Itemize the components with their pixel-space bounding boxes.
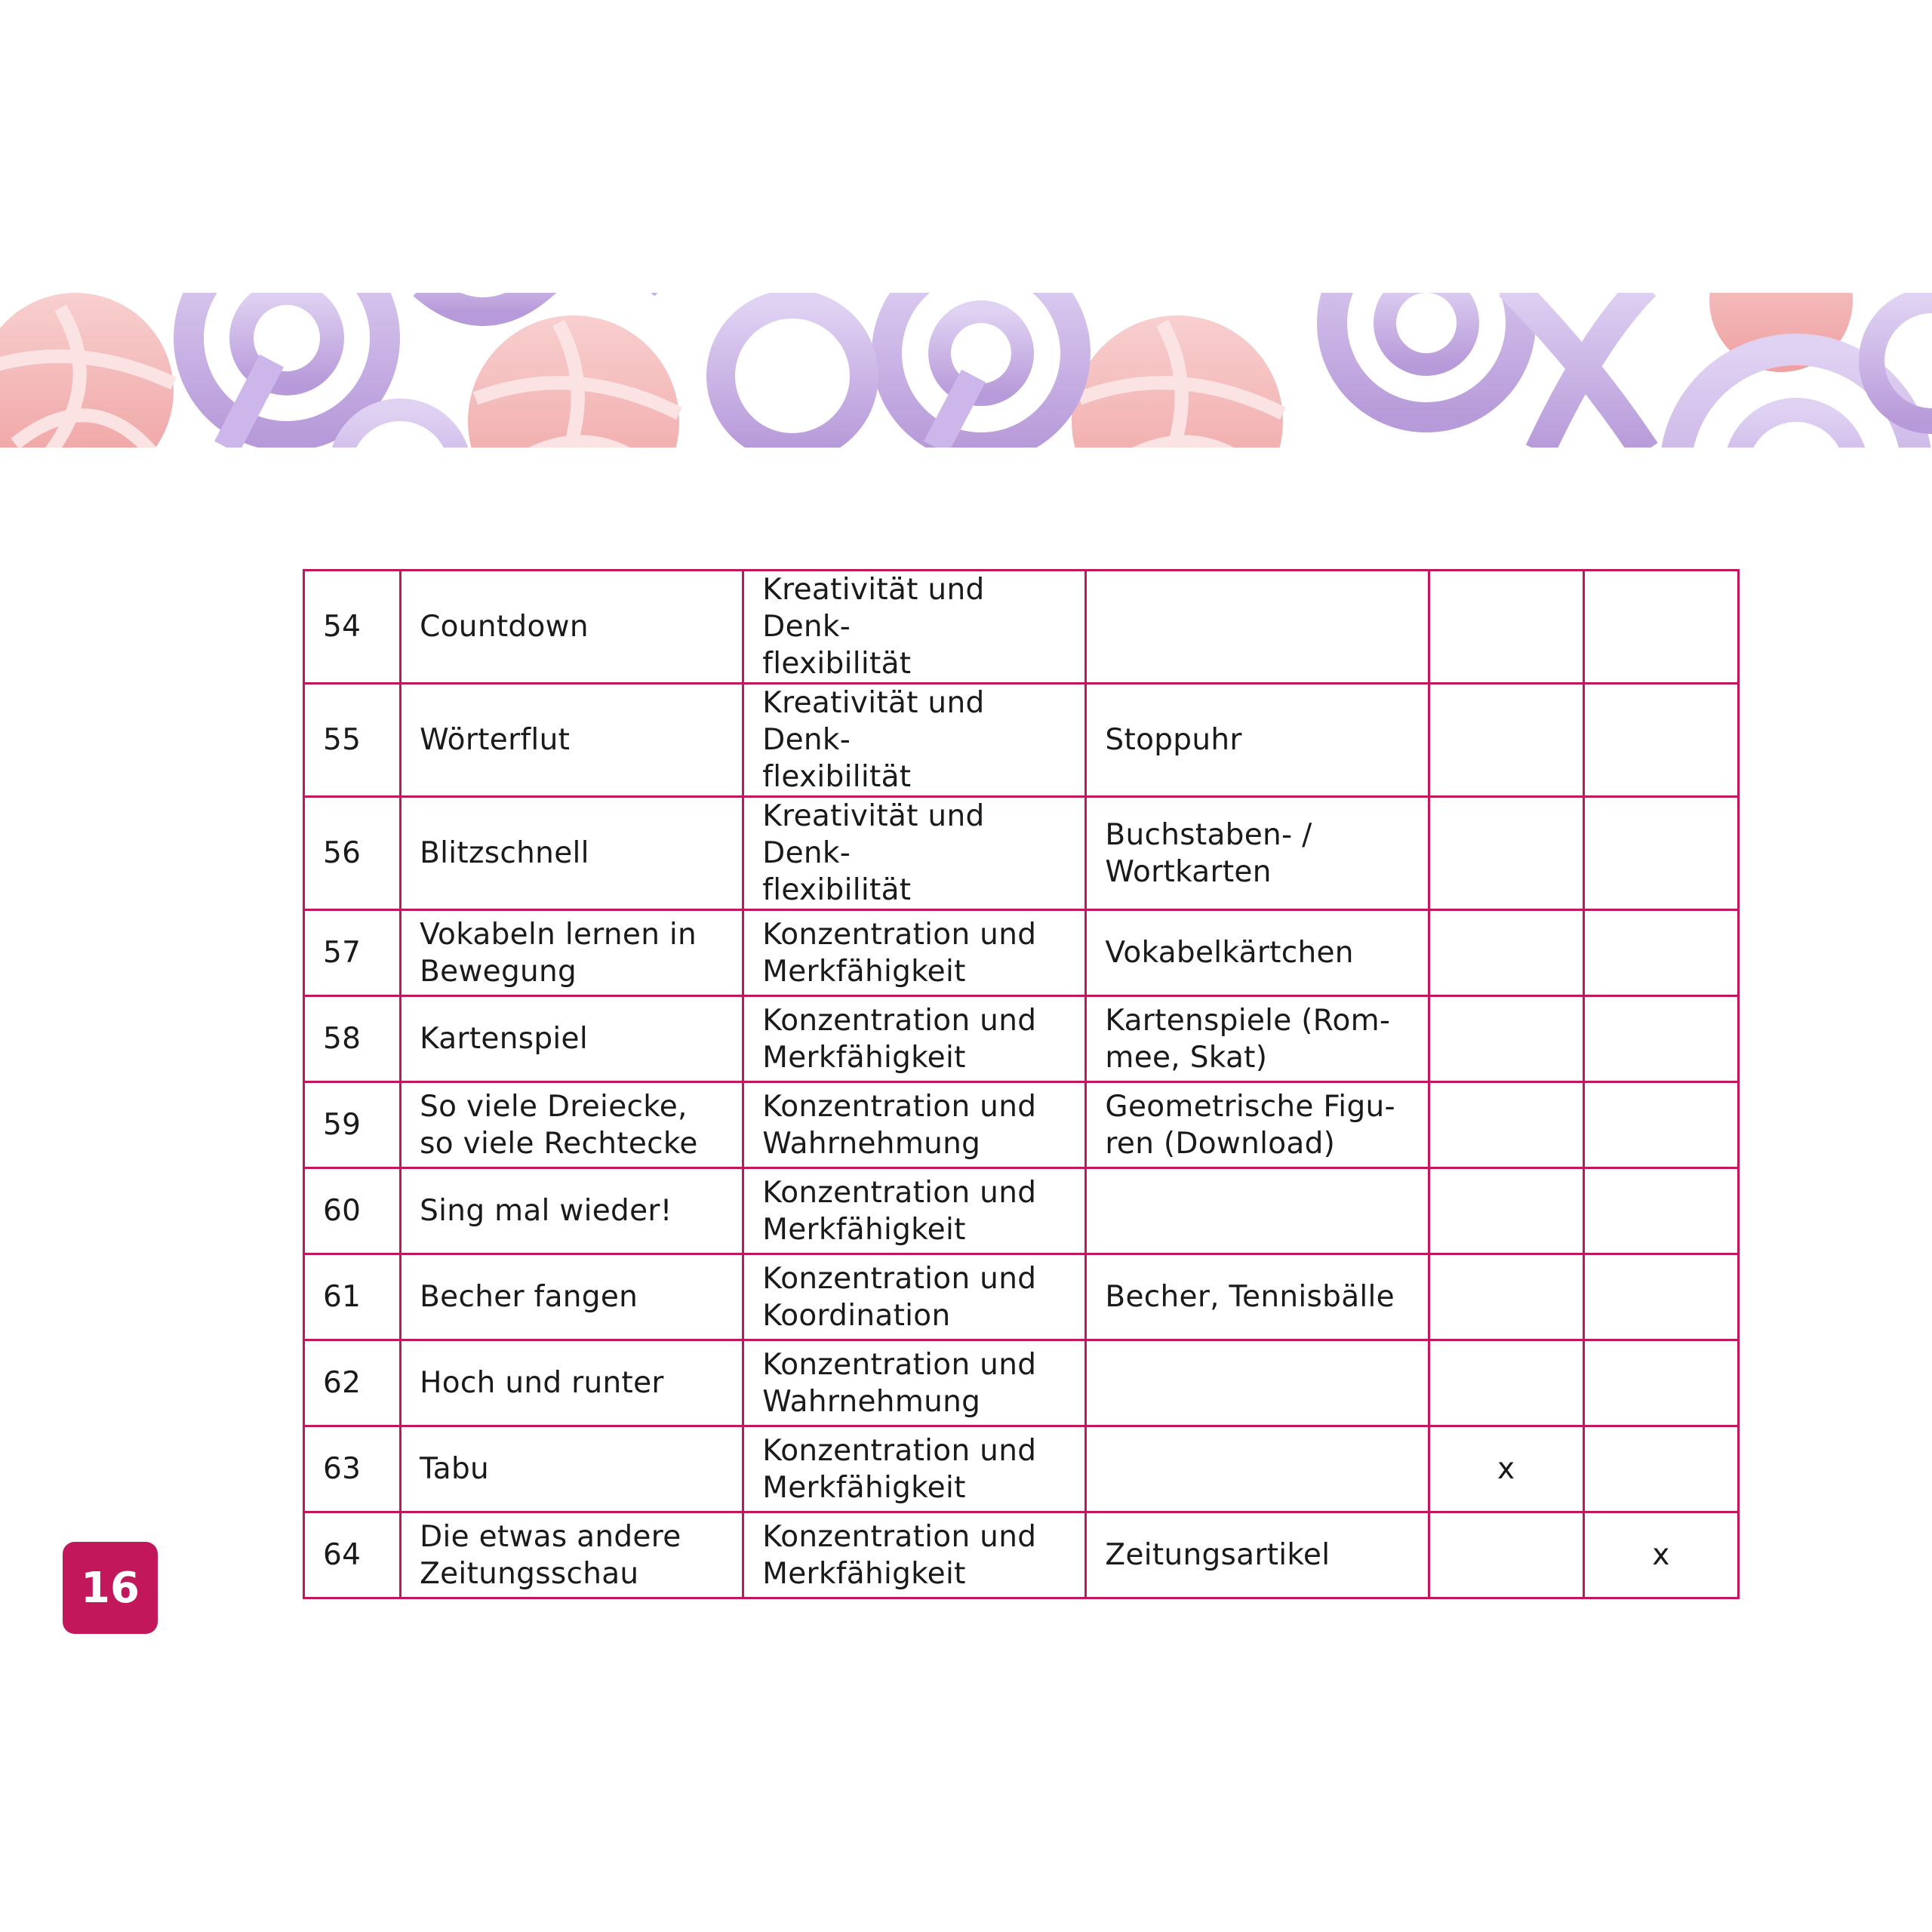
cell-mark-2 <box>1583 1168 1738 1254</box>
activity-table-body <box>304 571 1739 1598</box>
cell-material: Kartenspiele (Rom- mee, Skat) <box>1086 996 1429 1082</box>
ribbon-loop-icon <box>423 293 664 312</box>
table-row <box>304 684 1739 797</box>
cell-mark-1 <box>1429 1254 1583 1340</box>
target-icon <box>1332 293 1521 417</box>
page-number-badge: 16 <box>63 1542 158 1634</box>
volleyball-icon <box>468 315 679 448</box>
table-row <box>304 797 1739 910</box>
cell-number: 56 <box>304 797 401 910</box>
ribbon-loop-icon <box>1509 293 1645 448</box>
cell-mark-2 <box>1583 684 1738 797</box>
cell-title: Vokabeln lernen in Bewegung <box>401 910 743 996</box>
cell-material: Geometrische Figu- ren (Download) <box>1086 1082 1429 1168</box>
ring-icon <box>721 304 864 448</box>
cell-number: 60 <box>304 1168 401 1254</box>
cell-title: Becher fangen <box>401 1254 743 1340</box>
cell-title: Sing mal wieder! <box>401 1168 743 1254</box>
cell-material: Stoppuhr <box>1086 684 1429 797</box>
table-row <box>304 571 1739 684</box>
cell-category: Konzentration und Merkfähigkeit <box>743 1512 1086 1598</box>
table-row <box>304 1168 1739 1254</box>
cell-number: 59 <box>304 1082 401 1168</box>
ring-icon <box>1872 300 1932 421</box>
cell-material: Becher, Tennisbälle <box>1086 1254 1429 1340</box>
cell-title: Die etwas andere Zeitungsschau <box>401 1512 743 1598</box>
cell-mark-1 <box>1429 1340 1583 1426</box>
cell-number: 63 <box>304 1426 401 1512</box>
cell-category: Konzentration und Merkfähigkeit <box>743 910 1086 996</box>
cell-category: Kreativität und Denk- flexibilität <box>743 797 1086 910</box>
table-row <box>304 1512 1739 1598</box>
cell-number: 62 <box>304 1340 401 1426</box>
cell-number: 64 <box>304 1512 401 1598</box>
banner-pattern <box>0 293 1932 448</box>
cell-mark-1 <box>1429 571 1583 684</box>
cell-mark-1 <box>1429 996 1583 1082</box>
cell-number: 54 <box>304 571 401 684</box>
table-row <box>304 996 1739 1082</box>
cell-material: Zeitungsartikel <box>1086 1512 1429 1598</box>
cell-material <box>1086 571 1429 684</box>
cell-category: Konzentration und Merkfähigkeit <box>743 996 1086 1082</box>
cell-mark-1 <box>1429 1168 1583 1254</box>
table-row <box>304 910 1739 996</box>
table-row <box>304 1254 1739 1340</box>
cell-mark-1 <box>1429 1082 1583 1168</box>
cell-number: 58 <box>304 996 401 1082</box>
cell-material <box>1086 1426 1429 1512</box>
cell-category: Kreativität und Denk- flexibilität <box>743 684 1086 797</box>
cell-mark-2 <box>1583 910 1738 996</box>
cell-mark-2 <box>1583 797 1738 910</box>
cell-mark-1 <box>1429 1512 1583 1598</box>
volleyball-icon <box>1072 315 1283 448</box>
table-row <box>304 1340 1739 1426</box>
cell-title: Wörterflut <box>401 684 743 797</box>
cell-title: Tabu <box>401 1426 743 1512</box>
activity-table-wrapper <box>303 569 1740 1599</box>
activity-table <box>303 569 1740 1599</box>
cell-mark-2 <box>1583 1254 1738 1340</box>
cell-number: 57 <box>304 910 401 996</box>
decorative-banner <box>0 293 1932 448</box>
cell-category: Konzentration und Merkfähigkeit <box>743 1426 1086 1512</box>
volleyball-icon <box>0 293 174 448</box>
cell-mark-2 <box>1583 1082 1738 1168</box>
cell-category: Konzentration und Merkfähigkeit <box>743 1168 1086 1254</box>
cell-title: Hoch und runter <box>401 1340 743 1426</box>
cell-number: 55 <box>304 684 401 797</box>
cell-category: Konzentration und Koordination <box>743 1254 1086 1340</box>
cell-title: Countdown <box>401 571 743 684</box>
cell-material <box>1086 1340 1429 1426</box>
cell-title: Kartenspiel <box>401 996 743 1082</box>
cell-title: So viele Dreiecke, so viele Rechtecke <box>401 1082 743 1168</box>
table-row <box>304 1082 1739 1168</box>
cell-mark-2 <box>1583 1340 1738 1426</box>
cell-mark-1: x <box>1429 1426 1583 1512</box>
cell-mark-2 <box>1583 571 1738 684</box>
table-row <box>304 1426 1739 1512</box>
cell-mark-1 <box>1429 797 1583 910</box>
cell-material <box>1086 1168 1429 1254</box>
cell-material: Buchstaben- / Wortkarten <box>1086 797 1429 910</box>
cell-mark-1 <box>1429 910 1583 996</box>
cell-mark-2 <box>1583 1426 1738 1512</box>
cell-mark-2 <box>1583 996 1738 1082</box>
cell-mark-2: x <box>1583 1512 1738 1598</box>
cell-category: Konzentration und Wahrnehmung <box>743 1082 1086 1168</box>
cell-category: Konzentration und Wahrnehmung <box>743 1340 1086 1426</box>
target-icon <box>887 293 1075 448</box>
cell-category: Kreativität und Denk- flexibilität <box>743 571 1086 684</box>
cell-title: Blitzschnell <box>401 797 743 910</box>
ring-icon <box>340 410 460 448</box>
cell-material: Vokabelkärtchen <box>1086 910 1429 996</box>
cell-mark-1 <box>1429 684 1583 797</box>
cell-number: 61 <box>304 1254 401 1340</box>
